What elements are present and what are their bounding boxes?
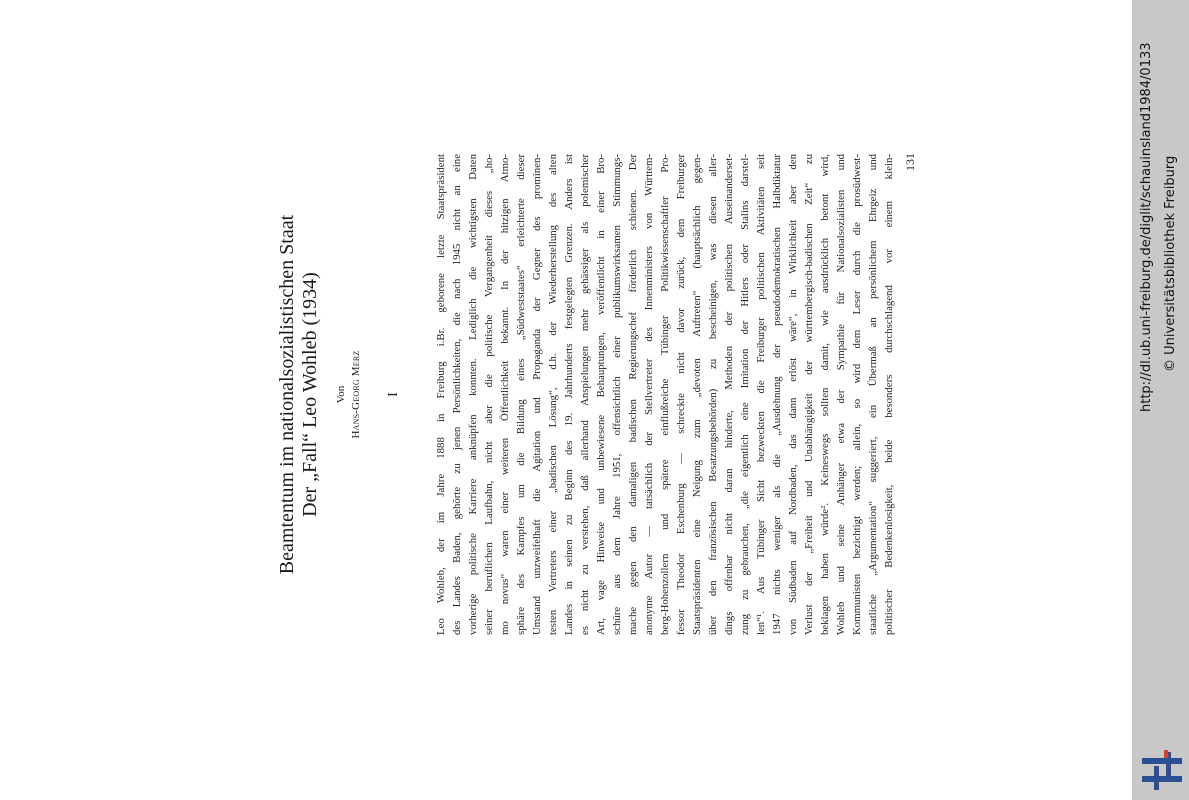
body-line: beklagen haben würde². Keineswegs sollten damit, wie ausdrücklich betont wird,: [819, 154, 831, 635]
body-line: Umstand unzweifelhaft die Agitation und Propaganda der Gegner des prominen-: [531, 154, 543, 635]
body-line: Kommunisten bezichtigt werden; allein, so wird dem Leser durch die prosüdwest-: [851, 154, 863, 635]
page-number: 131: [903, 153, 917, 171]
article-title: Beamtentum im nationalsozialistischen Staat: [276, 214, 298, 575]
body-line: berg-Hohenzollern und spätere einflußreiche Tübinger Politikwissenschaftler Pro-: [659, 154, 671, 635]
body-line: fessor Theodor Eschenburg — schreckte nicht davor zurück, dem Freiburger: [675, 154, 687, 635]
body-line: Verlust der „Freiheit und Unabhängigkeit der württembergisch-badischen Zeit“ zu: [803, 154, 815, 635]
body-line: Art, vage Hinweise und unbewiesene Behauptungen, veröffentlicht in einer Bro-: [595, 154, 607, 635]
body-line: sphäre des Kampfes um die Bildung eines „Südweststaates“ erleichterte dieser: [515, 154, 527, 635]
body-line: seiner beruflichen Laufbahn, nicht aber die politische Vergangenheit dieses „ho-: [483, 154, 495, 635]
body-line: testen Vertreters einer „badischen Lösung“, d.h. der Wiederherstellung des alten: [547, 154, 559, 635]
body-line: Landes in seinen zu Beginn des 19. Jahrhunderts festgelegten Grenzen. Anders ist: [563, 154, 575, 635]
section-number: I: [386, 392, 401, 397]
logo-accent: [1164, 750, 1168, 758]
body-line: Wohleb und seine Anhänger etwa der Sympathie für Nationalsozialisten und: [835, 154, 847, 635]
body-line: es nicht zu verstehen, daß allerhand Anspielungen mehr gehässiger als polemischer: [579, 154, 591, 635]
logo-bar-upper: [1142, 758, 1182, 764]
article-subtitle: Der „Fall“ Leo Wohleb (1934): [299, 272, 321, 517]
body-line: vorherige politische Karriere anknüpfen konnten. Lediglich die wichtigsten Daten: [467, 154, 479, 635]
logo-stem-left: [1154, 766, 1159, 790]
ub-freiburg-logo-icon: [1140, 748, 1184, 792]
copyright-notice: © Universitätsbibliothek Freiburg: [1163, 155, 1178, 372]
logo-bar-lower: [1142, 776, 1182, 782]
body-line: schüre aus dem Jahre 1951, offensichtlich einer publikumswirksamen Stimmungs-: [611, 154, 623, 635]
body-line: anonyme Autor — tatsächlich der Stellvertreter des Innenministers von Württem-: [643, 154, 655, 635]
scanned-page: [275, 153, 925, 636]
body-line: zung zu gebrauchen, „die eigentlich eine Imitation der Hitlers oder Stalins darstel-: [739, 154, 751, 635]
body-line: 1947 nichts weniger als die „Ausdehnung der pseudodemokratischen Halbdiktatur: [771, 154, 783, 635]
body-line: mache gegen den damaligen badischen Regierungschef förderlich schienen. Der: [627, 154, 639, 635]
body-line: Leo Wohleb, der im Jahre 1888 in Freiburg i.Br. geborene letzte Staatspräsident: [435, 154, 447, 635]
body-line: von Südbaden auf Nordbaden, das dann erlöst wäre“, in Wirklichkeit aber den: [787, 154, 799, 635]
body-line: des Landes Baden, gehörte zu jenen Persönlichkeiten, die nach 1945 nicht an eine: [451, 154, 463, 635]
body-line: dings offenbar nicht daran hinderte, Methoden der politischen Auseinanderset-: [723, 154, 735, 635]
source-url-link[interactable]: http://dl.ub.uni-freiburg.de/diglit/schauinsland1984/0133: [1139, 42, 1154, 412]
body-line: mo novus“ waren einer weiteren Öffentlichkeit bekannt. In der hitzigen Atmo-: [499, 154, 511, 635]
body-line: politischer Bedenkenlosigkeit, beide besonders durchschlagend vor einem klein-: [883, 154, 895, 635]
body-line: len“¹. Aus Tübinger Sicht bezweckten die Freiburger politischen Aktivitäten seit: [755, 154, 767, 635]
byline-prefix: Von: [335, 385, 347, 404]
body-text: [433, 154, 897, 635]
body-line: staatliche „Argumentation“ suggeriert, ein Übermaß an persönlichem Ehrgeiz und: [867, 154, 879, 635]
body-line: Staatspräsidenten eine Neigung zum „devoten Auftreten“ (hauptsächlich gegen-: [691, 154, 703, 635]
body-line: über den französischen Besatzungsbehörden) zu bescheinigen, was diesen aller-: [707, 154, 719, 635]
author-name: Hans-Georg Merz: [350, 350, 362, 439]
